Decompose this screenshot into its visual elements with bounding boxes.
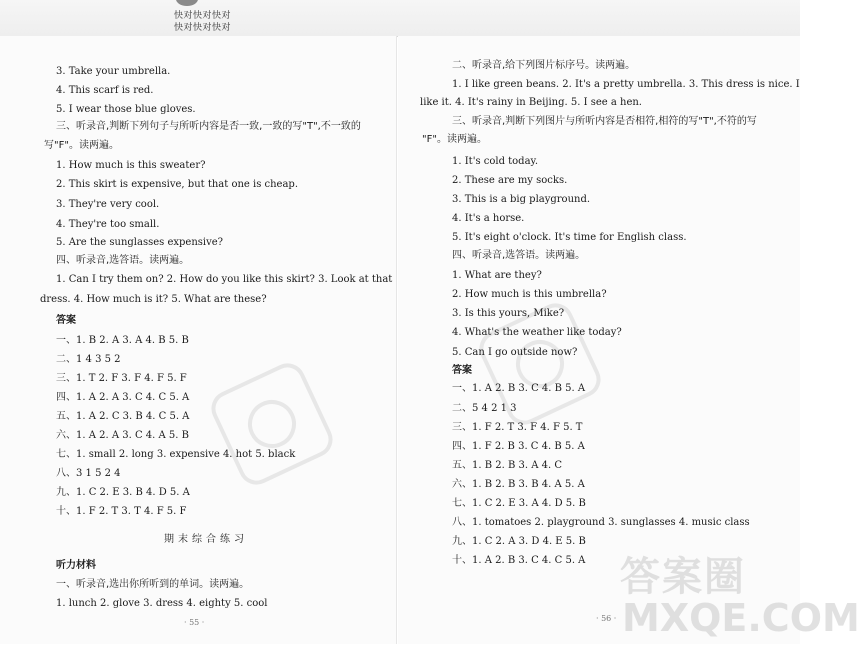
answer-line: 八、1. tomatoes 2. playground 3. sunglasses 4. music class <box>452 517 750 528</box>
text-line: 3. This is a big playground. <box>452 194 591 205</box>
text-line: 3. They're very cool. <box>56 199 160 210</box>
answer-line: 七、1. C 2. E 3. A 4. D 5. B <box>452 498 586 509</box>
answer-line: 十、1. A 2. B 3. C 4. C 5. A <box>452 555 586 566</box>
text-line: 2. This skirt is expensive, but that one is cheap. <box>56 179 299 190</box>
answer-line: 五、1. A 2. C 3. B 4. C 5. A <box>56 411 190 422</box>
answer-line: 五、1. B 2. B 3. A 4. C <box>452 460 562 471</box>
text-line: 1. It's cold today. <box>452 156 539 167</box>
text-line: 2. These are my socks. <box>452 175 568 186</box>
app-logo-icon <box>176 0 198 6</box>
text-line: 1. lunch 2. glove 3. dress 4. eighty 5. cool <box>56 598 268 609</box>
watermark-stamp-icon <box>206 358 339 491</box>
section-heading: 二、听录音,给下列图片标序号。读两遍。 <box>452 60 636 71</box>
answer-line: 一、1. B 2. A 3. A 4. B 5. B <box>56 335 189 346</box>
right-page <box>398 36 800 644</box>
page-number: · 55 · <box>184 618 205 627</box>
answer-line: 三、1. F 2. T 3. F 4. F 5. T <box>452 422 583 433</box>
header-brand-line-1: 快对快对快对 <box>174 11 232 21</box>
text-line: 5. It's eight o'clock. It's time for English class. <box>452 232 687 243</box>
text-line: 3. Take your umbrella. <box>56 66 171 77</box>
text-line: 1. Can I try them on? 2. How do you like this skirt? 3. Look at that <box>56 274 393 285</box>
text-line: like it. 4. It's rainy in Beijing. 5. I see a hen. <box>420 97 642 108</box>
text-line: 5. Can I go outside now? <box>452 347 578 358</box>
answer-line: 三、1. T 2. F 3. F 4. F 5. F <box>56 373 187 384</box>
answer-line: 二、5 4 2 1 3 <box>452 403 517 414</box>
left-page <box>0 36 397 644</box>
answer-line: 九、1. C 2. E 3. B 4. D 5. A <box>56 487 190 498</box>
text-line: 5. I wear those blue gloves. <box>56 104 196 115</box>
watermark-logo-text: 答案圈 <box>620 554 746 600</box>
header-brand-line-2: 快对快对快对 <box>174 23 232 33</box>
section-heading: 三、听录音,判断下列句子与所听内容是否一致,一致的写"T",不一致的 <box>56 121 361 132</box>
text-line: 1. What are they? <box>452 270 542 281</box>
answer-line: 十、1. F 2. T 3. T 4. F 5. F <box>56 506 187 517</box>
listening-title: 听力材料 <box>56 560 96 571</box>
section-heading: 四、听录音,选答语。读两遍。 <box>452 250 586 261</box>
text-line: 4. It's a horse. <box>452 213 525 224</box>
watermark-url-text: MXQE.COM <box>622 596 860 640</box>
answer-line: 四、1. F 2. B 3. C 4. B 5. A <box>452 441 585 452</box>
text-line: 4. This scarf is red. <box>56 85 154 96</box>
answer-line: 一、1. A 2. B 3. C 4. B 5. A <box>452 383 586 394</box>
text-line: 4. What's the weather like today? <box>452 327 622 338</box>
answer-line: 九、1. C 2. A 3. D 4. E 5. B <box>452 536 586 547</box>
section-heading: 一、听录音,选出你所听到的单词。读两遍。 <box>56 579 250 590</box>
top-header-bar <box>0 0 800 37</box>
answer-line: 八、3 1 5 2 4 <box>56 468 121 479</box>
answer-line: 四、1. A 2. A 3. C 4. C 5. A <box>56 392 190 403</box>
text-line: 2. How much is this umbrella? <box>452 289 607 300</box>
page-number: · 56 · <box>596 614 617 623</box>
answers-title: 答案 <box>452 365 472 376</box>
section-heading-cont: "F"。读两遍。 <box>422 134 487 145</box>
text-line: 3. Is this yours, Mike? <box>452 308 565 319</box>
answer-line: 六、1. A 2. A 3. C 4. A 5. B <box>56 430 189 441</box>
answer-line: 六、1. B 2. B 3. B 4. A 5. A <box>452 479 585 490</box>
answer-line: 二、1 4 3 5 2 <box>56 354 121 365</box>
text-line: 1. I like green beans. 2. It's a pretty umbrella. 3. This dress is nice. I <box>452 79 800 90</box>
text-line: 5. Are the sunglasses expensive? <box>56 237 224 248</box>
answers-title: 答案 <box>56 315 76 326</box>
section-heading-cont: 写"F"。读两遍。 <box>44 140 119 151</box>
section-title: 期末综合练习 <box>164 534 248 545</box>
section-heading: 三、听录音,判断下列图片与所听内容是否相符,相符的写"T",不符的写 <box>452 116 757 127</box>
section-heading: 四、听录音,选答语。读两遍。 <box>56 255 190 266</box>
text-line: 1. How much is this sweater? <box>56 160 206 171</box>
answer-line: 七、1. small 2. long 3. expensive 4. hot 5. black <box>56 449 296 460</box>
text-line: 4. They're too small. <box>56 219 160 230</box>
text-line: dress. 4. How much is it? 5. What are these? <box>40 294 267 305</box>
